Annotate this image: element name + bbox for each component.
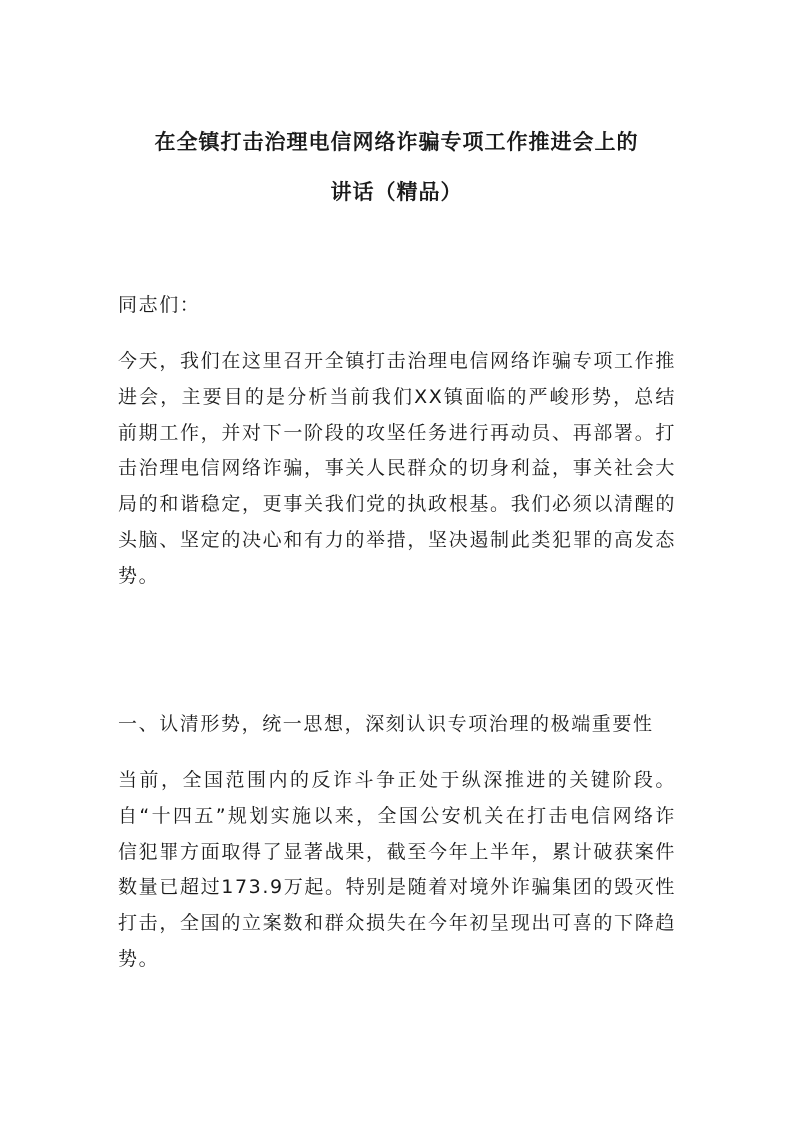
paragraph-situation: 当前，全国范围内的反诈斗争正处于纵深推进的关键阶段。自“十四五”规划实施以来，全国公安机关在打击电信网络诈信犯罪方面取得了显著战果，截至今年上半年，累计破获案件数量已超过173.9万起。特别是随着对境外诈骗集团的毁灭性打击，全国的立案数和群众损失在今年初呈现出可喜的下降趋势。 [118, 769, 676, 970]
salutation: 同志们： [118, 294, 201, 316]
paragraph-opening: 今天，我们在这里召开全镇打击治理电信网络诈骗专项工作推进会，主要目的是分析当前我们XX镇面临的严峻形势，总结前期工作，并对下一阶段的攻坚任务进行再动员、再部署。打击治理电信网络诈骗，事关人民群众的切身利益，事关社会大局的和谐稳定，更事关我们党的执政根基。我们必须以清醒的头脑、坚定的决心和有力的举措，坚决遏制此类犯罪的高发态势。 [118, 350, 676, 587]
document-title-line-1: 在全镇打击治理电信网络诈骗专项工作推进会上的 [154, 130, 639, 154]
document-title-line-2: 讲话（精品） [330, 180, 463, 204]
section-heading-1: 一、认清形势，统一思想，深刻认识专项治理的极端重要性 [118, 713, 654, 735]
